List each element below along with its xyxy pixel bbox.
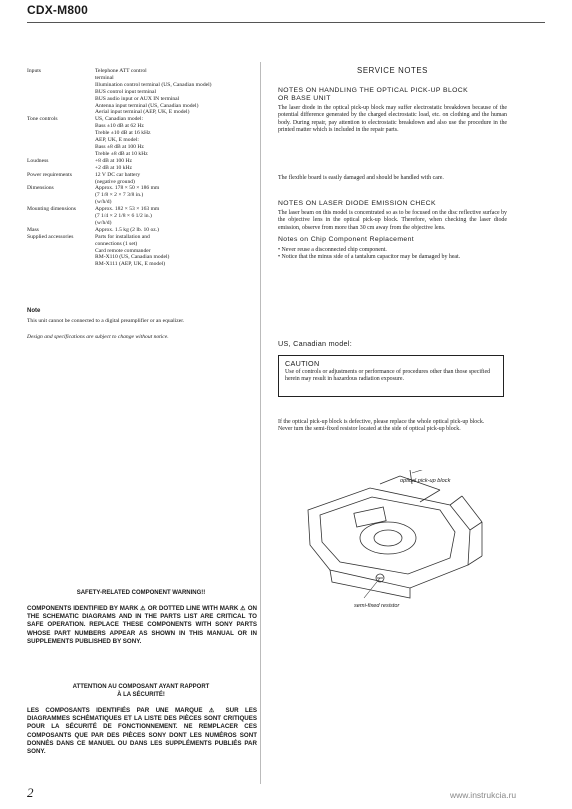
spec-row-inputs	[27, 68, 255, 116]
service-notes-title: SERVICE NOTES	[357, 66, 428, 75]
specifications-table	[27, 68, 255, 268]
spec-row-accessories	[27, 234, 255, 269]
spec-value: Bass ±8 dB at 100 Hz	[95, 143, 144, 150]
spec-values	[95, 172, 255, 186]
spec-value: AEP, UK, E model:	[95, 137, 139, 144]
spec-value: (w/h/d)	[95, 199, 112, 206]
spec-value: BUS control input terminal	[95, 88, 157, 95]
spec-value: Approx. 178 × 50 × 186 mm	[95, 185, 160, 192]
spec-value: (7 1/8 × 2 × 7 3/8 in.)	[95, 192, 144, 199]
chip-heading: Notes on Chip Component Replacement	[278, 236, 415, 243]
spec-value: BUS audio input or AUX IN terminal	[95, 95, 180, 102]
spec-value: (7 1/4 × 2 1/8 × 6 1/2 in.)	[95, 213, 152, 220]
defective-line: If the optical pick-up block is defective, please replace the whole optical pick-up block.	[278, 419, 485, 425]
design-notice: Design and specifications are subject to change without notice.	[27, 334, 169, 340]
model-title: CDX-M800	[27, 3, 88, 17]
spec-label: Tone controls	[27, 116, 58, 123]
spec-value: (negative ground)	[95, 178, 135, 185]
spec-value: Treble ±10 dB at 16 kHz	[95, 130, 151, 137]
spec-values	[95, 68, 255, 116]
spec-value: +2 dB at 10 kHz	[95, 164, 133, 171]
spec-value: RM-X110 (US, Canadian model)	[95, 254, 170, 261]
spec-label: Supplied accessories	[27, 233, 74, 240]
spec-value: 12 V DC car battery	[95, 171, 141, 178]
spec-row-tone	[27, 116, 255, 157]
caution-box	[278, 355, 504, 397]
safety-warning-title: SAFETY-RELATED COMPONENT WARNING!!	[76, 590, 206, 596]
watermark: www.instrukcia.ru	[450, 790, 517, 800]
pickup-heading-line: NOTES ON HANDLING THE OPTICAL PICK-UP BLOCK	[278, 87, 469, 94]
spec-label: Dimensions	[27, 185, 54, 192]
page-number: 2	[27, 785, 34, 800]
list-item: • Never reuse a disconnected chip component.	[278, 247, 387, 253]
spec-label: Power requirements	[27, 171, 72, 178]
spec-row-mounting	[27, 206, 255, 227]
spec-value: Aerial input terminal (AEP, UK, E model)	[95, 109, 190, 116]
us-canadian-heading: US, Canadian model:	[278, 339, 353, 348]
french-title-line: ATTENTION AU COMPOSANT AYANT RAPPORT	[72, 684, 210, 690]
caution-text: Use of controls or adjustments or performance of procedures other than those specified herein may result in hazardous radiation exposure.	[285, 369, 491, 383]
spec-value: Illumination control terminal (US, Canadian model)	[95, 81, 212, 88]
pickup-block-drawing	[300, 470, 490, 600]
spec-value: RM-X111 (AEP, UK, E model)	[95, 261, 166, 268]
spec-row-dimensions	[27, 185, 255, 206]
spec-value: US, Canadian model:	[95, 116, 144, 123]
spec-values	[95, 185, 255, 206]
laser-text: The laser beam on this model is concentrated so as to be focused on the disc reflective surface by the objective lens in the optical pick-up block. Therefore, when checking the laser diode emission, observe from more than 30 cm away from the objective lens.	[278, 210, 507, 231]
french-title-line: À LA SÉCURITÉ!	[117, 692, 165, 698]
spec-label: Inputs	[27, 68, 41, 74]
spec-value: Telephone ATT control	[95, 68, 147, 74]
column-divider	[260, 62, 261, 784]
spec-values	[95, 234, 255, 269]
spec-value: connections (1 set)	[95, 240, 138, 247]
spec-row-power	[27, 172, 255, 186]
semi-fixed-resistor-label: semi-fixed resistor	[354, 603, 400, 609]
defective-text	[278, 419, 507, 434]
pickup-block-label: optical pick-up block	[400, 478, 451, 484]
spec-label: Mass	[27, 226, 39, 233]
safety-warning-french: LES COMPOSANTS IDENTIFIÉS PAR UNE MARQUE ⚠ SUR LES DIAGRAMMES SCHÉMATIQUES ET LA LISTE DES PIÈCES SONT CRITIQUES POUR LA SÉCURITÉ DE FONCTIONNEMENT. NE REMPLACER CES COMPOSANTS QUE PAR DES PIÈCES SONY DONT LES NUMÉROS SONT DONNÉS DANS CE MANUEL OU DANS LES SUPPLÉMENTS PUBLIÉS PAR SONY.	[27, 707, 257, 756]
spec-values	[95, 227, 255, 234]
list-item: • Notice that the minus side of a tantalum capacitor may be damaged by heat.	[278, 254, 461, 261]
note-heading: Note	[27, 308, 41, 314]
spec-row-mass	[27, 227, 255, 234]
spec-value: Approx. 182 × 53 × 163 mm	[95, 206, 160, 213]
pickup-text: The laser diode in the optical pick-up block may suffer electrostatic breakdown because of the potential difference generated by the charged electrostatic load, etc. on clothing and the human body. During repair, pay attention to electrostatic breakdown and also use the procedure in the printed matter which is included in the repair parts.	[278, 105, 507, 134]
safety-warning-french-title	[27, 683, 255, 699]
pickup-heading-line: OR BASE UNIT	[278, 95, 331, 103]
header-rule	[27, 22, 545, 23]
spec-value: Antenna input terminal (US, Canadian model)	[95, 102, 199, 109]
spec-label: Loudness	[27, 157, 49, 164]
note-text: This unit cannot be connected to a digital preamplifier or an equalizer.	[27, 318, 185, 324]
spec-value: +8 dB at 100 Hz	[95, 157, 133, 164]
spec-values	[95, 116, 255, 157]
laser-heading: NOTES ON LASER DIODE EMISSION CHECK	[278, 200, 436, 207]
spec-value: Approx. 1.5 kg (2 lb. 10 oz.)	[95, 226, 160, 233]
spec-value: Bass ±10 dB at 62 Hz	[95, 123, 144, 130]
pickup-heading	[278, 87, 507, 103]
spec-label: Mounting dimensions	[27, 206, 76, 213]
spec-values	[95, 158, 255, 172]
spec-value: Treble ±8 dB at 10 kHz	[95, 150, 148, 157]
safety-warning-english: COMPONENTS IDENTIFIED BY MARK ⚠ OR DOTTED LINE WITH MARK ⚠ ON THE SCHEMATIC DIAGRAMS AND IN THE PARTS LIST ARE CRITICAL TO SAFE OPERATION. REPLACE THESE COMPONENTS WITH SONY PARTS WHOSE PART NUMBERS APPEAR AS SHOWN IN THIS MANUAL OR IN SUPPLEMENTS PUBLISHED BY SONY.	[27, 605, 257, 645]
chip-list	[278, 247, 507, 262]
spec-value: Card remote commander	[95, 247, 151, 254]
spec-value: terminal	[95, 74, 114, 81]
flexible-board-text: The flexible board is easily damaged and should be handled with care.	[278, 175, 444, 181]
spec-values	[95, 206, 255, 227]
defective-line: Never turn the semi-fixed resistor located at the side of optical pick-up block.	[278, 426, 461, 433]
spec-value: (w/h/d)	[95, 219, 112, 226]
spec-row-loudness	[27, 158, 255, 172]
caution-title: CAUTION	[285, 359, 320, 368]
spec-value: Parts for installation and	[95, 233, 150, 240]
